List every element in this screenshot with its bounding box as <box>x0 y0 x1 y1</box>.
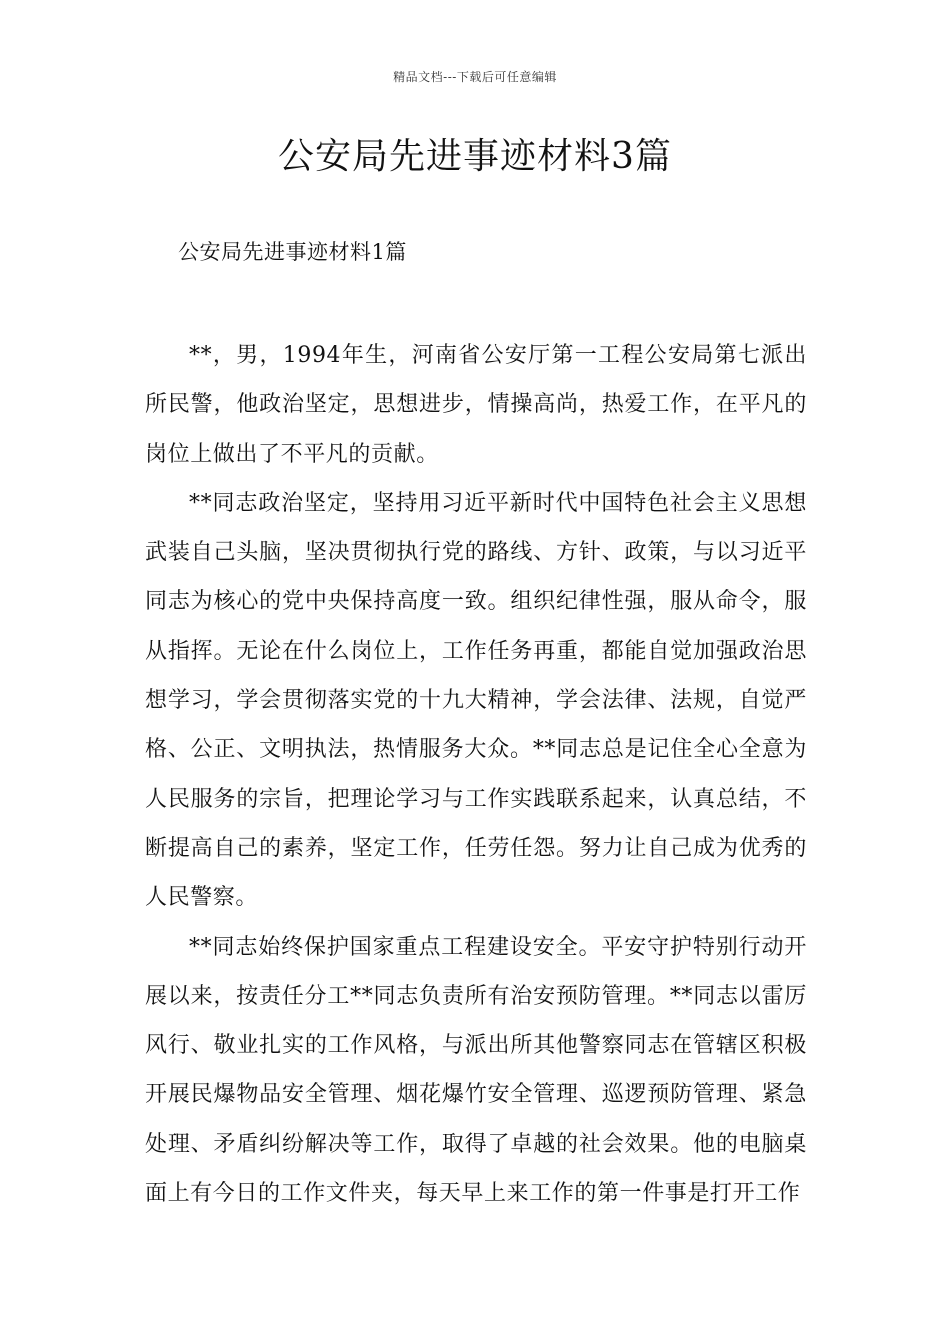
document-body <box>145 331 807 1218</box>
body-paragraph: **，男，1994年生，河南省公安厅第一工程公安局第七派出所民警，他政治坚定，思想进步，情操高尚，热爱工作，在平凡的岗位上做出了不平凡的贡献。 <box>145 343 807 467</box>
header-note: 精品文档---下载后可任意编辑 <box>393 70 557 84</box>
document-title: 公安局先进事迹材料3篇 <box>278 136 672 177</box>
body-paragraph: **同志始终保护国家重点工程建设安全。平安守护特别行动开展以来，按责任分工**同志负责所有治安预防管理。**同志以雷厉风行、敬业扎实的工作风格，与派出所其他警察同志在管辖区积极开展民爆物品安全管理、烟花爆竹安全管理、巡逻预防管理、紧急处理、矛盾纠纷解决等工作，取得了卓越的社会效果。他的电脑桌面上有今日的工作文件夹，每天早上来工作的第一件事是打开工作 <box>145 934 807 1207</box>
section-subtitle: 公安局先进事迹材料1篇 <box>178 240 407 264</box>
body-paragraph: **同志政治坚定，坚持用习近平新时代中国特色社会主义思想武装自己头脑，坚决贯彻执行党的路线、方针、政策，与以习近平同志为核心的党中央保持高度一致。组织纪律性强，服从命令，服从指挥。无论在什么岗位上，工作任务再重，都能自觉加强政治思想学习，学会贯彻落实党的十九大精神，学会法律、法规，自觉严格、公正、文明执法，热情服务大众。**同志总是记住全心全意为人民服务的宗旨，把理论学习与工作实践联系起来，认真总结，不断提高自己的素养，坚定工作，任劳任怨。努力让自己成为优秀的人民警察。 <box>145 490 807 911</box>
